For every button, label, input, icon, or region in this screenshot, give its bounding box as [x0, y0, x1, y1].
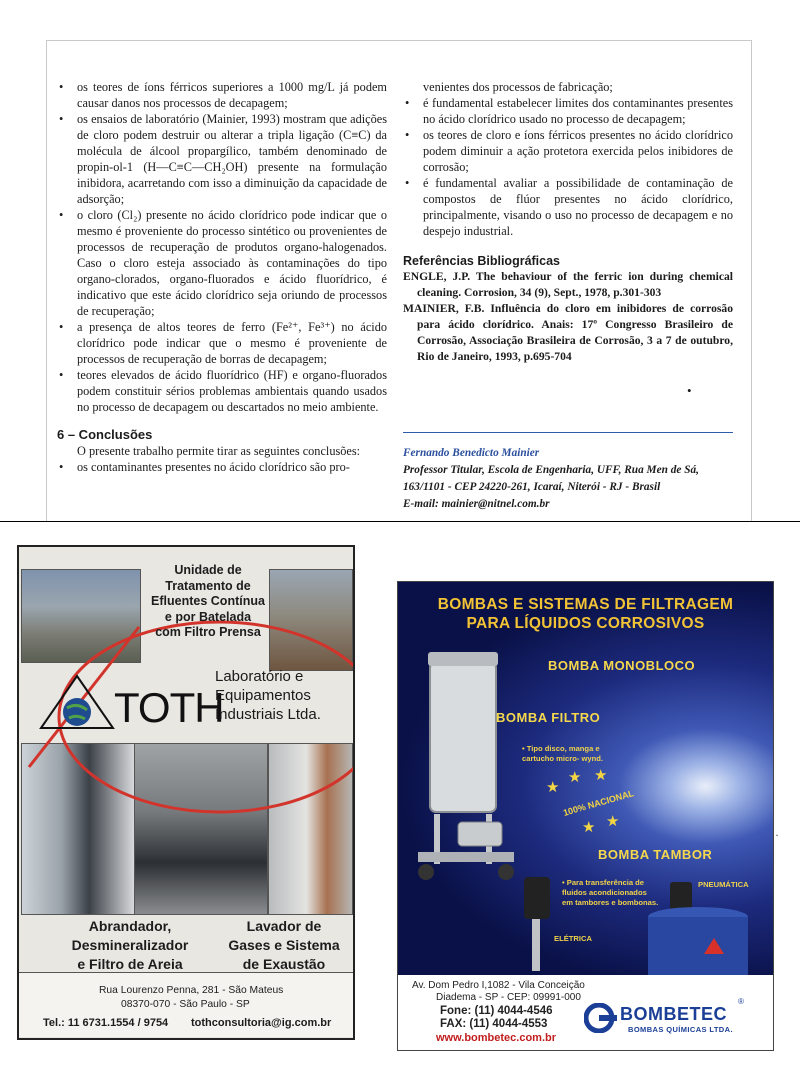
conclusion-item: • os teores de cloro e íons férricos presentes no ácido clorídrico podem diminuir a ação protetora exercida pelos inibidores de corrosão; [403, 127, 733, 175]
label-bomba-tambor: BOMBA TAMBOR [598, 847, 713, 862]
registered-mark: ® [738, 997, 744, 1006]
article-panel [46, 40, 752, 522]
bullet-item: • teores elevados de ácido fluorídrico (HF) e organo-fluorados podem constituir sérios problemas ambientais quando usados no processo de decapagem ou descartados no meio ambiente. [57, 367, 387, 415]
toth-service-demineralizer: Abrandador, Desmineralizador e Filtro de Areia [71, 918, 189, 972]
badge-nacional: 100% NACIONAL [562, 788, 635, 818]
bombetec-fax: FAX: (11) 4044-4553 [440, 1018, 548, 1030]
bullet-item: • a presença de altos teores de ferro (Fe²⁺, Fe³⁺) no ácido clorídrico pode indicar que o mesmo é proveniente de processos de recuperação de borras de decapagem; [57, 319, 387, 367]
toth-address-street: Rua Lourenzo Penna, 281 - São Mateus [99, 985, 284, 996]
label-bomba-monobloco: BOMBA MONOBLOCO [548, 658, 696, 673]
bombetec-website: www.bombetec.com.br [436, 1032, 557, 1044]
star-icon: ★ [606, 814, 620, 830]
section-intro: O presente trabalho permite tirar as seguintes conclusões: [77, 444, 361, 458]
star-icon: ★ [568, 770, 582, 786]
toth-phone: Tel.: 11 6731.1554 / 9754 [43, 1017, 169, 1029]
left-bullet-list [57, 79, 387, 415]
toth-email: tothconsultoria@ig.com.br [191, 1017, 332, 1029]
right-bullet-list [403, 79, 733, 239]
author-address-line: 163/1101 - CEP 24220-261, Icaraí, Niterói - RJ - Brasil [403, 481, 661, 493]
author-divider [403, 432, 733, 433]
bombetec-brand: BOMBETEC [620, 1004, 727, 1024]
conclusion-item: • é fundamental estabelecer limites dos contaminantes presentes no ácido clorídrico usado no processo de decapagem; [403, 95, 733, 127]
note-bomba-tambor: • Para transferência de fluidos acondicionados em tambores e bombonas. [562, 878, 659, 907]
reference-item: ENGLE, J.P. The behaviour of the ferric ion during chemical cleaning. Corrosion, 34 (9), Sept., 1978, p.301-303 [403, 270, 733, 299]
bullet-item: • os teores de íons férricos superiores a 1000 mg/L já podem causar danos nos processos de decapagem; [57, 79, 387, 111]
toth-address-city: 08370-070 - São Paulo - SP [121, 999, 250, 1010]
bombetec-phone: Fone: (11) 4044-4546 [440, 1005, 553, 1017]
pump-illustration [398, 582, 773, 975]
bullet-item: • o cloro (Cl₂) presente no ácido clorídrico pode indicar que o mesmo é proveniente do processo sintético ou provenientes de processos de recuperação de produtos organo-halogenados. Caso o cloro esteja associado às contaminações do tipo organo-clorados, organo-fluorados e ácido fluorídrico, é indicativo que este ácido clorídrico seja oriundo de processos de recuperação; [57, 207, 387, 319]
reference-item: MAINIER, F.B. Influência do cloro em inibidores de corrosão para ácido clorídrico. Anais: 17º Congresso Brasileiro de Corrosão, Associação Brasileira de Corrosão, 3 a 7 de outubro, Rio de Janeiro, 1993, p.695-704 [403, 302, 733, 363]
toth-service-gas-washer: Lavador de Gases e Sistema de Exaustão [228, 918, 340, 972]
bombetec-advertisement [397, 581, 774, 1051]
author-block [403, 445, 743, 513]
end-mark: • [687, 383, 692, 398]
note-bomba-filtro: • Tipo disco, manga e cartucho micro- wynd. [522, 744, 604, 763]
author-name: Fernando Benedicto Mainier [403, 447, 540, 459]
star-icon: ★ [594, 768, 608, 784]
article-left-column [57, 79, 387, 475]
conclusion-item-continuation: venientes dos processos de fabricação; [423, 80, 613, 94]
label-pneumatica: PNEUMÁTICA [698, 880, 749, 889]
conclusion-item: • os contaminantes presentes no ácido clorídrico são pro- [57, 459, 387, 475]
page-divider [0, 521, 800, 522]
bombetec-address-city: Diadema - SP - CEP: 09991-000 [436, 992, 581, 1003]
author-email: E-mail: mainier@nitnel.com.br [403, 498, 550, 510]
conclusion-item: • é fundamental avaliar a possibilidade de contaminação de compostos de flúor presentes no ácido clorídrico, principalmente, visando o uso no processo de decapagem e no despejo industrial. [403, 175, 733, 239]
bombetec-address-street: Av. Dom Pedro I,1082 - Vila Conceição [412, 980, 585, 991]
toth-logo-word: TOTH [114, 684, 224, 731]
toth-advertisement [17, 545, 355, 1040]
label-eletrica: ELÉTRICA [554, 934, 592, 943]
bombetec-contact-footer [398, 975, 773, 1050]
toth-headline: Unidade de Tratamento de Efluentes Contínua e por Batelada com Filtro Prensa [151, 563, 265, 640]
toth-company-name: Laboratório e Equipamentos Industriais Ltda. [215, 668, 321, 723]
bombetec-brand-subtitle: BOMBAS QUÍMICAS LTDA. [628, 1025, 733, 1034]
label-bomba-filtro: BOMBA FILTRO [496, 710, 601, 725]
toth-contact-footer [19, 972, 353, 1037]
author-affiliation-line: Professor Titular, Escola de Engenharia, UFF, Rua Men de Sá, [403, 464, 699, 476]
article-right-column [403, 79, 733, 365]
star-icon: ★ [546, 780, 560, 796]
bombetec-logo-icon [584, 1003, 618, 1033]
margin-mark: · [775, 828, 779, 842]
references-heading: Referências Bibliográficas [403, 254, 561, 268]
bombetec-headline: BOMBAS E SISTEMAS DE FILTRAGEM PARA LÍQUIDOS CORROSIVOS [437, 596, 734, 632]
globe-logo-icon [37, 672, 117, 732]
section-heading: 6 – Conclusões [57, 427, 153, 442]
bullet-item: • os ensaios de laboratório (Mainier, 1993) mostram que adições de cloro podem destruir ou alterar a tripla ligação (C≡C) da molécula de álcool propargílico, também denominado de propin-ol-1 (H—C≡C—CH₂OH) presente na formulação inibidora, acarretando com isso a diminuição da capacidade de adsorção; [57, 111, 387, 207]
star-icon: ★ [582, 820, 596, 836]
conclusion-list [57, 459, 387, 475]
